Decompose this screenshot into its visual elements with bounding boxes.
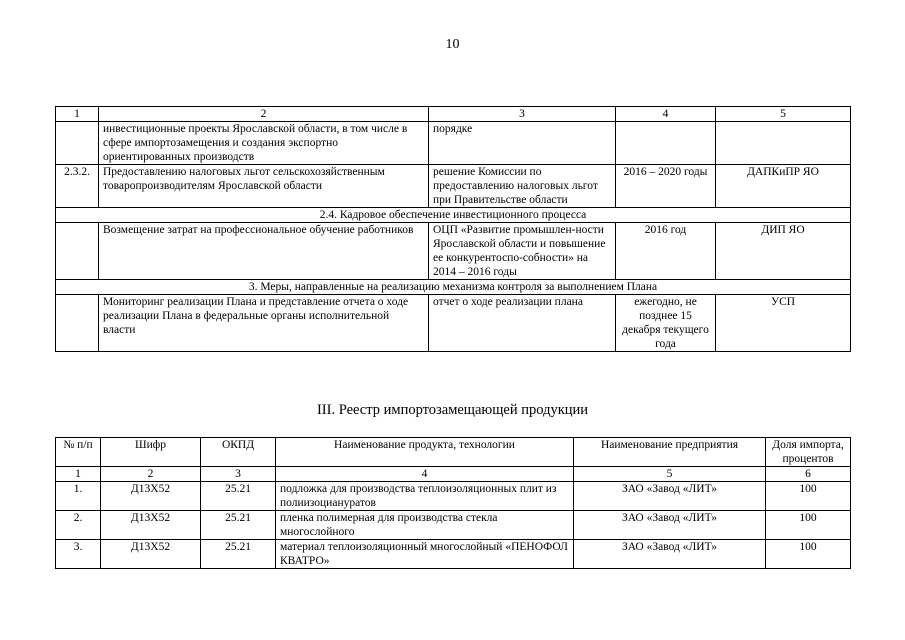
registry-number-cell: 6 — [766, 467, 851, 482]
plan-cell: инвестиционные проекты Ярославской области, в том числе в сфере импортозамещения и создания экспортно ориентированных производств — [99, 122, 429, 165]
plan-header-cell: 3 — [429, 107, 616, 122]
plan-cell: ежегодно, не позднее 15 декабря текущего года — [616, 295, 716, 352]
registry-number-cell: 3 — [201, 467, 276, 482]
registry-cell: 1. — [56, 482, 101, 511]
plan-header-cell: 4 — [616, 107, 716, 122]
registry-cell: 25.21 — [201, 482, 276, 511]
registry-cell: ЗАО «Завод «ЛИТ» — [574, 540, 766, 569]
registry-cell: 2. — [56, 511, 101, 540]
registry-header-cell: Шифр — [101, 438, 201, 467]
registry-table — [55, 437, 851, 569]
plan-cell: Предоставлению налоговых льгот сельскохозяйственным товаропроизводителям Ярославской области — [99, 165, 429, 208]
registry-cell: 100 — [766, 540, 851, 569]
table-row — [56, 482, 851, 511]
plan-cell: 2016 год — [616, 223, 716, 280]
registry-cell: подложка для производства теплоизоляционных плит из полиизоциануратов — [276, 482, 574, 511]
plan-cell: отчет о ходе реализации плана — [429, 295, 616, 352]
plan-cell — [56, 122, 99, 165]
plan-cell: ДАПКиПР ЯО — [716, 165, 851, 208]
registry-numbers-row — [56, 467, 851, 482]
table-row — [56, 295, 851, 352]
table-row — [56, 165, 851, 208]
plan-section-title: 3. Меры, направленные на реализацию механизма контроля за выполнением Плана — [56, 280, 851, 295]
registry-cell: пленка полимерная для производства стекла многослойного — [276, 511, 574, 540]
plan-cell: Мониторинг реализации Плана и представление отчета о ходе реализации Плана в федеральные органы исполнительной власти — [99, 295, 429, 352]
table-row — [56, 223, 851, 280]
registry-header-cell: Доля импорта, процентов — [766, 438, 851, 467]
registry-cell: 100 — [766, 511, 851, 540]
table-row — [56, 122, 851, 165]
registry-number-cell: 5 — [574, 467, 766, 482]
plan-cell: УСП — [716, 295, 851, 352]
registry-number-cell: 4 — [276, 467, 574, 482]
plan-section-title: 2.4. Кадровое обеспечение инвестиционного процесса — [56, 208, 851, 223]
plan-cell — [716, 122, 851, 165]
plan-header-row — [56, 107, 851, 122]
registry-header-cell: Наименование продукта, технологии — [276, 438, 574, 467]
registry-cell: Д13Х52 — [101, 482, 201, 511]
registry-number-cell: 1 — [56, 467, 101, 482]
registry-cell: 100 — [766, 482, 851, 511]
plan-header-cell: 5 — [716, 107, 851, 122]
registry-header-cell: ОКПД — [201, 438, 276, 467]
registry-title: III. Реестр импортозамещающей продукции — [316, 402, 589, 418]
registry-header-cell: № п/п — [56, 438, 101, 467]
table-row — [56, 540, 851, 569]
plan-cell: Возмещение затрат на профессиональное обучение работников — [99, 223, 429, 280]
plan-cell: ОЦП «Развитие промышлен-ности Ярославской области и повышение ее конкурентоспо-собности» на 2014 – 2016 годы — [429, 223, 616, 280]
plan-cell: 2.3.2. — [56, 165, 99, 208]
registry-cell: ЗАО «Завод «ЛИТ» — [574, 511, 766, 540]
plan-cell: порядке — [429, 122, 616, 165]
registry-number-cell: 2 — [101, 467, 201, 482]
plan-cell — [616, 122, 716, 165]
registry-cell: материал теплоизоляционный многослойный «ПЕНОФОЛ КВАТРО» — [276, 540, 574, 569]
registry-cell: 25.21 — [201, 540, 276, 569]
plan-cell: ДИП ЯО — [716, 223, 851, 280]
page-number: 10 — [445, 37, 460, 52]
plan-section-row — [56, 280, 851, 295]
registry-cell: Д13Х52 — [101, 511, 201, 540]
plan-cell — [56, 223, 99, 280]
registry-cell: ЗАО «Завод «ЛИТ» — [574, 482, 766, 511]
plan-header-cell: 1 — [56, 107, 99, 122]
plan-cell: 2016 – 2020 годы — [616, 165, 716, 208]
plan-header-cell: 2 — [99, 107, 429, 122]
registry-cell: 25.21 — [201, 511, 276, 540]
table-row — [56, 511, 851, 540]
plan-cell: решение Комиссии по предоставлению налоговых льгот при Правительстве области — [429, 165, 616, 208]
plan-section-row — [56, 208, 851, 223]
registry-header-cell: Наименование предприятия — [574, 438, 766, 467]
plan-table — [55, 106, 851, 352]
plan-cell — [56, 295, 99, 352]
registry-cell: 3. — [56, 540, 101, 569]
registry-header-row — [56, 438, 851, 467]
registry-cell: Д13Х52 — [101, 540, 201, 569]
